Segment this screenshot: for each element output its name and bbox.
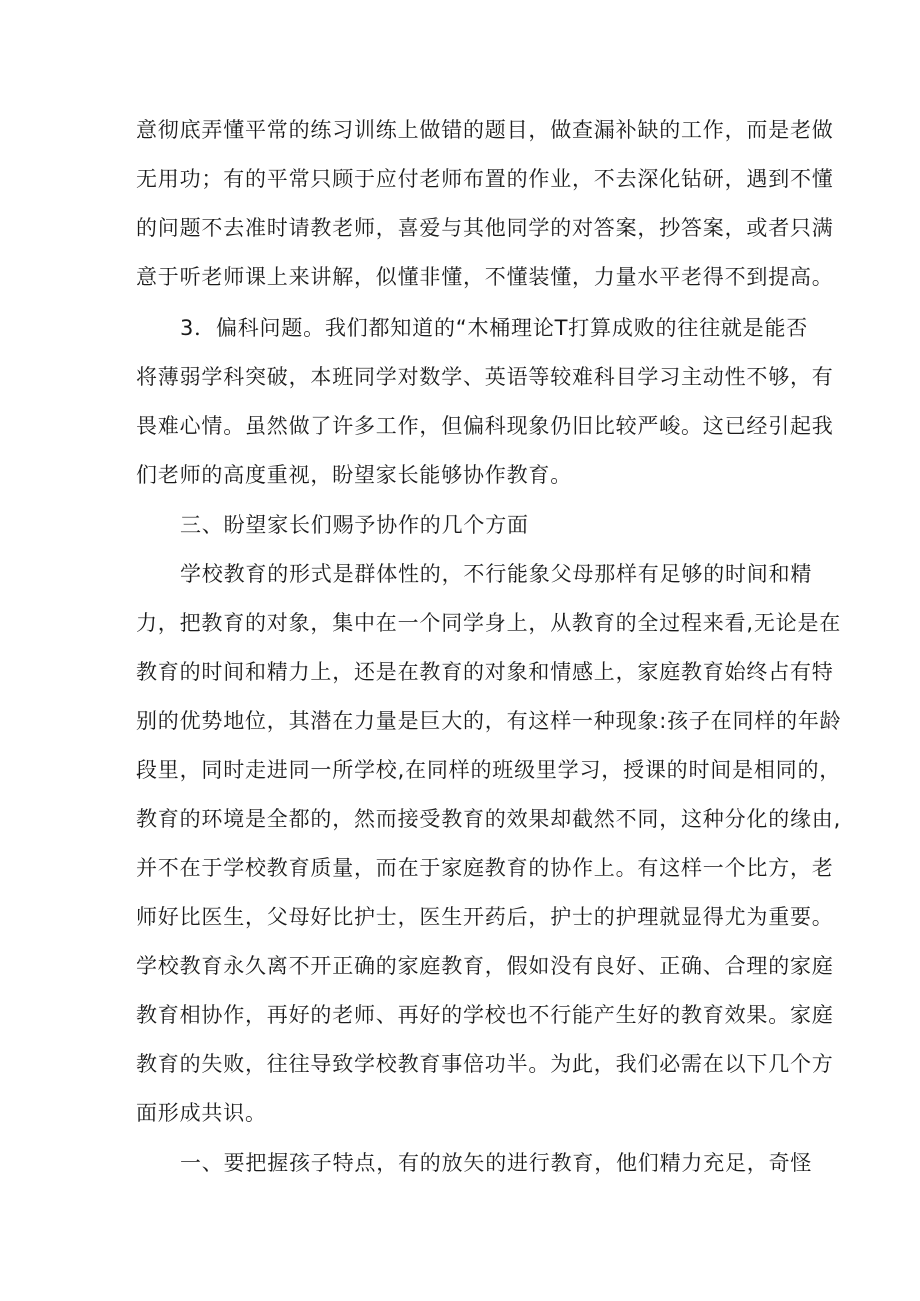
text-line: 们老师的高度重视，盼望家长能够协作教育。: [136, 463, 572, 487]
paragraph-start-line: 学校教育的形式是群体性的，不行能象父母那样有足够的时间和精: [180, 562, 813, 586]
text-line: 无用功；有的平常只顾于应付老师布置的作业，不去深化钻研，遇到不懂: [136, 167, 834, 191]
text-line: 教育的时间和精力上，还是在教育的对象和情感上，家庭教育始终占有特: [136, 660, 834, 684]
text-line: 畏难心情。虽然做了许多工作，但偏科现象仍旧比较严峻。这已经引起我: [136, 414, 834, 438]
text-line: 意于听老师课上来讲解，似懂非懂，不懂装懂，力量水平老得不到提高。: [136, 265, 834, 289]
text-line: 力，把教育的对象，集中在一个同学身上，从教育的全过程来看,无论是在: [136, 611, 842, 635]
section-heading: 三、盼望家长们赐予协作的几个方面: [180, 513, 529, 537]
text-line: 并不在于学校教育质量，而在于家庭教育的协作上。有这样一个比方，老: [136, 856, 834, 880]
text-line: 段里，同时走进同一所学校,在同样的班级里学习，授课的时间是相同的，: [136, 758, 842, 782]
paragraph-start-line: 3．偏科问题。我们都知道的“木桶理论T打算成败的往往就是能否: [180, 316, 809, 340]
text-line: 将薄弱学科突破，本班同学对数学、英语等较难科目学习主动性不够，有: [136, 365, 834, 389]
text-line: 教育的环境是全都的，然而接受教育的效果却截然不同，这种分化的缘由,: [136, 807, 842, 831]
text-line: 教育的失败，往往导致学校教育事倍功半。为此，我们必需在以下几个方: [136, 1052, 834, 1076]
text-line: 的问题不去准时请教老师，喜爱与其他同学的对答案，抄答案，或者只满: [136, 216, 834, 240]
text-line: 意彻底弄懂平常的练习训练上做错的题目，做查漏补缺的工作，而是老做: [136, 118, 834, 142]
text-line: 别的优势地位，其潜在力量是巨大的，有这样一种现象:孩子在同样的年龄: [136, 709, 842, 733]
text-line: 学校教育永久离不开正确的家庭教育，假如没有良好、正确、合理的家庭: [136, 954, 834, 978]
paragraph-start-line: 一、要把握孩子特点，有的放矢的进行教育，他们精力充足，奇怪: [180, 1151, 813, 1175]
text-line: 面形成共识。: [136, 1101, 267, 1125]
text-line: 教育相协作，再好的老师、再好的学校也不行能产生好的教育效果。家庭: [136, 1003, 834, 1027]
text-line: 师好比医生，父母好比护士，医生开药后，护士的护理就显得尤为重要。: [136, 905, 834, 929]
